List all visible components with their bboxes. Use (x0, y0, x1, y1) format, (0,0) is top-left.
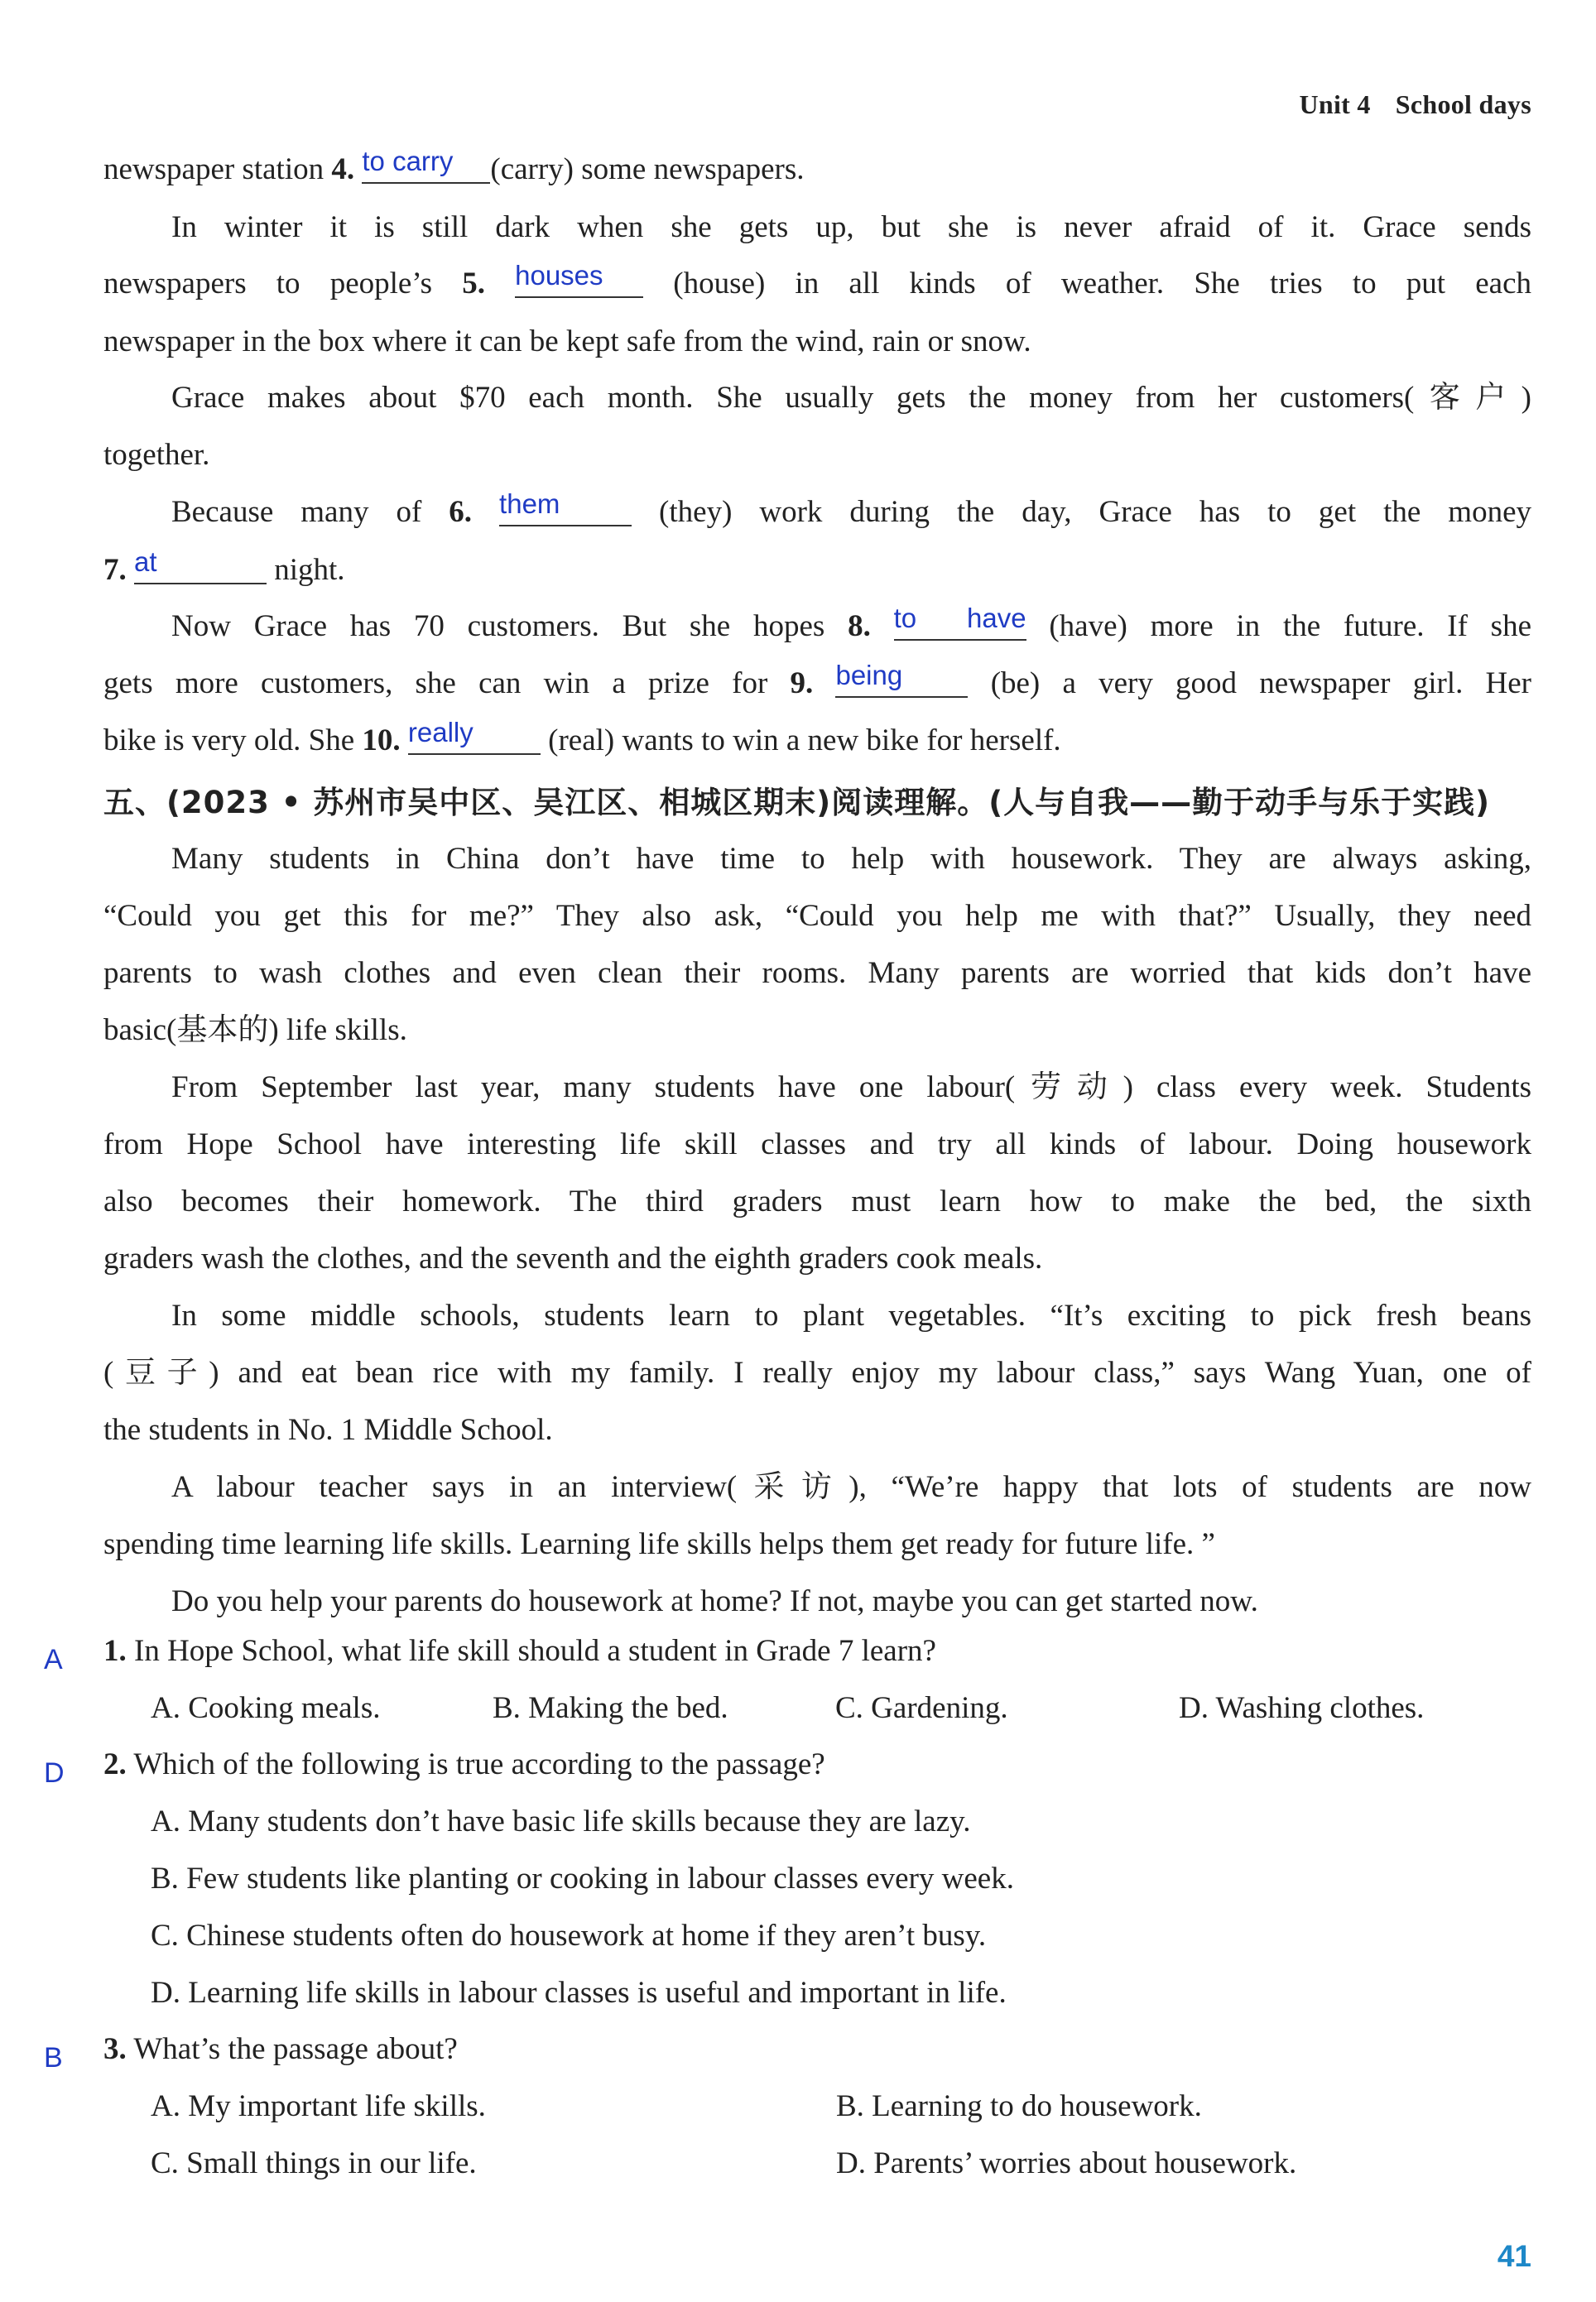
passage-line: From September last year, many students have one labour(劳动) class every week. Students (171, 1070, 1531, 1104)
question-stem: 1. In Hope School, what life skill should a student in Grade 7 learn? (103, 1634, 936, 1668)
passage-line: basic(基本的) life skills. (103, 1013, 407, 1047)
passage-line: from Hope School have interesting life skill classes and try all kinds of labour. Doing housework (103, 1127, 1531, 1161)
option: C. Small things in our life. (151, 2146, 477, 2180)
cloze-line: Because many of 6. them (they) work during the day, Grace has to get the money (171, 488, 1532, 529)
passage-line: spending time learning life skills. Learning life skills helps them get ready for future life. ” (103, 1527, 1215, 1561)
cloze-line: Now Grace has 70 customers. But she hopes 8. to have (have) more in the future. If she (171, 603, 1531, 643)
unit-label: Unit 4 (1299, 89, 1371, 119)
answer-blank-5: houses (515, 268, 643, 298)
cloze-line: 7. at night. (103, 546, 345, 587)
answer-blank-7: at (134, 555, 267, 584)
answer-blank-6: them (499, 497, 632, 526)
passage-line: Do you help your parents do housework at home? If not, maybe you can get started now. (171, 1584, 1258, 1618)
question-stem: 2. Which of the following is true according to the passage? (103, 1747, 825, 1781)
passage-line: graders wash the clothes, and the seventh and the eighth graders cook meals. (103, 1242, 1043, 1276)
cloze-line: gets more customers, she can win a prize for 9. being (be) a very good newspaper girl. Her (103, 660, 1532, 700)
cloze-line: newspaper station 4. to carry (carry) some newspapers. (103, 146, 805, 186)
cloze-line: bike is very old. She 10. really (real) wants to win a new bike for herself. (103, 717, 1061, 757)
option: D. Learning life skills in labour classes is useful and important in life. (151, 1976, 1007, 2010)
section-heading: 五、(2023 • 苏州市吴中区、吴江区、相城区期末)阅读理解。(人与自我——勤于动手与乐于实践) (103, 785, 1491, 820)
option: B. Making the bed. (493, 1691, 728, 1725)
cloze-line: newspaper in the box where it can be kept safe from the wind, rain or snow. (103, 324, 1031, 358)
answer-blank-4: to carry (362, 154, 490, 184)
unit-title: School days (1395, 89, 1531, 119)
passage-line: Many students in China don’t have time to help with housework. They are always asking, (171, 842, 1531, 876)
answer-mark: A (44, 1644, 63, 1675)
cloze-line: together. (103, 438, 210, 472)
option: B. Learning to do housework. (836, 2089, 1202, 2123)
option: D. Parents’ worries about housework. (836, 2146, 1297, 2180)
page-number: 41 (1497, 2239, 1531, 2273)
option: B. Few students like planting or cooking in labour classes every week. (151, 1862, 1014, 1896)
passage-line: A labour teacher says in an interview(采访), “We’re happy that lots of students are now (171, 1470, 1531, 1504)
passage-line: parents to wash clothes and even clean their rooms. Many parents are worried that kids don’t have (103, 956, 1531, 990)
passage-line: the students in No. 1 Middle School. (103, 1413, 553, 1447)
passage-line: also becomes their homework. The third graders must learn how to make the bed, the sixth (103, 1185, 1531, 1218)
answer-blank-10: really (408, 725, 541, 755)
running-header (1299, 89, 1531, 120)
passage-line: In some middle schools, students learn to plant vegetables. “It’s exciting to pick fresh beans (171, 1299, 1531, 1333)
answer-blank-8: to have (894, 611, 1026, 641)
answer-mark: B (44, 2042, 63, 2074)
answer-mark: D (44, 1757, 65, 1789)
question-stem: 3. What’s the passage about? (103, 2032, 458, 2066)
cloze-line: newspapers to people’s 5. houses (house) in all kinds of weather. She tries to put each (103, 260, 1532, 300)
passage-line: (豆子) and eat bean rice with my family. I really enjoy my labour class,” says Wang Yuan, one of (103, 1356, 1531, 1390)
option: C. Chinese students often do housework at home if they aren’t busy. (151, 1919, 987, 1953)
option: C. Gardening. (835, 1691, 1008, 1725)
answer-blank-9: being (835, 668, 968, 698)
option: A. My important life skills. (151, 2089, 486, 2123)
passage-line: “Could you get this for me?” They also ask, “Could you help me with that?” Usually, they need (103, 899, 1531, 933)
option: D. Washing clothes. (1179, 1691, 1425, 1725)
cloze-line: In winter it is still dark when she gets up, but she is never afraid of it. Grace sends (171, 210, 1531, 244)
option: A. Many students don’t have basic life skills because they are lazy. (151, 1805, 971, 1838)
cloze-line: Grace makes about $70 each month. She usually gets the money from her customers(客户) (171, 381, 1531, 415)
option: A. Cooking meals. (151, 1691, 381, 1725)
